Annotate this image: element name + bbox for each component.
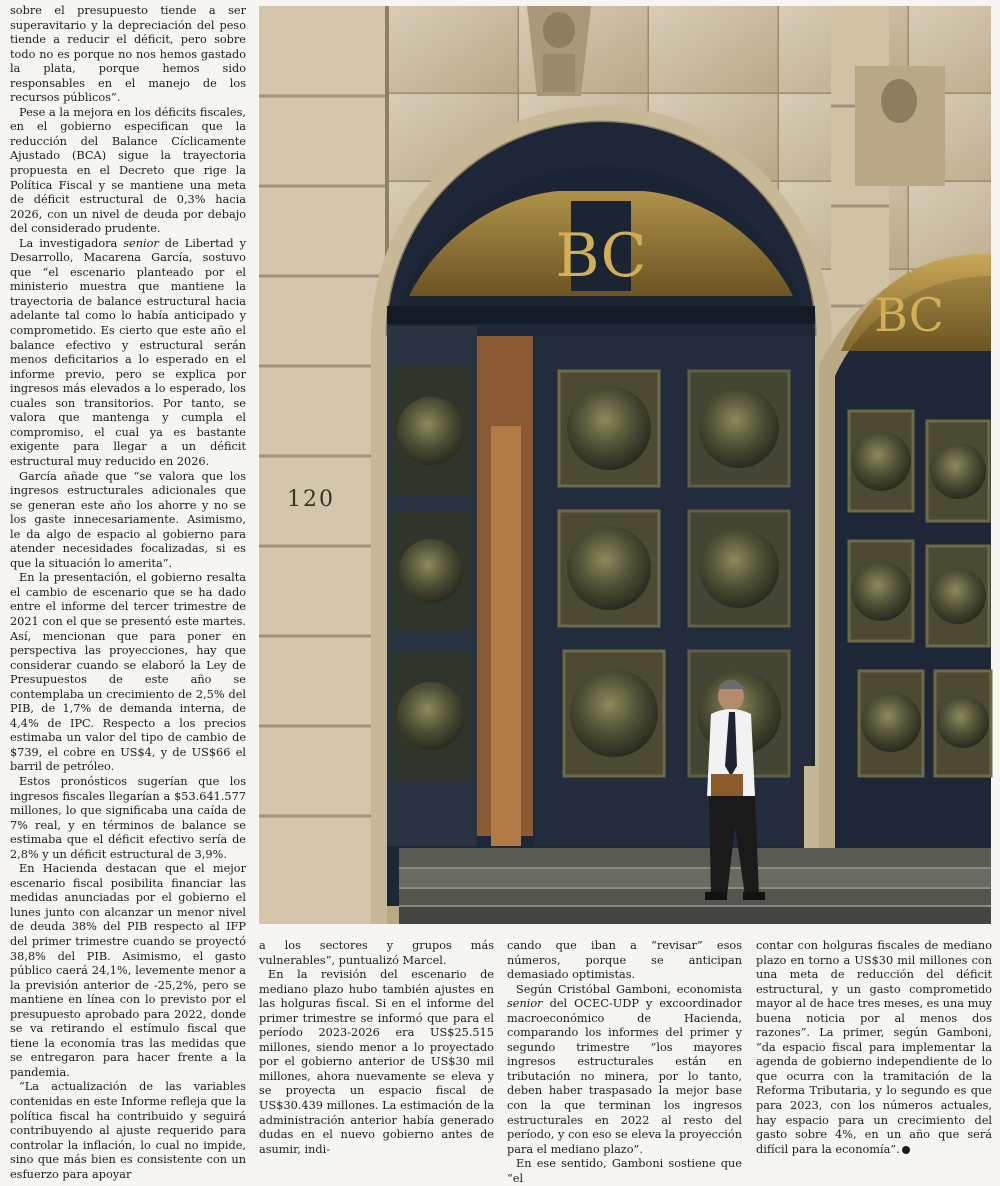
keystone-mascaron [527, 6, 591, 96]
paragraph: sobre el presupuesto tiende a ser superavitario y la depreciación del peso tiende a reducir el déficit, pero sobre todo no es porque no nos hemos gastado la plata, porque hemos sido responsables en el manejo de los recursos públicos”. [10, 4, 246, 105]
paragraph: cando que iban a “revisar” esos números, porque se anticipan demasiado optimistas. [507, 939, 742, 982]
paragraph: En la revisión del escenario de mediano plazo hubo también ajustes en las holguras fiscal. Si en el informe del primer trimestre se informó que para el período 2023-2026 era US$25.515 millones, siendo menor a lo proyectado por el gobierno anterior de US$30 mil millones, ahora nuevamente se eleva y se proyecta un espacio fiscal de US$30.439 millones. La estimación de la administración anterior había generado dudas en el nuevo gobierno antes de asumir, indi- [259, 968, 494, 1156]
door-monogram: BC [555, 221, 647, 291]
end-of-article-icon [902, 1146, 910, 1154]
right-arch [819, 254, 991, 924]
central-bank-doors-illustration [259, 6, 991, 924]
left-door-panels [391, 366, 471, 781]
article-photo [259, 6, 991, 924]
paragraph: a los sectores y grupos más vulnerables”, puntualizó Marcel. [259, 939, 494, 967]
article-column-1 [10, 4, 247, 1181]
paragraph: García añade que “se valora que los ingresos estructurales adicionales que se generan este año los ahorre y no se los gaste innecesariamente. Asimismo, le da algo de espacio al gobierno para atender necesidades focalizadas, si es que la situación lo amerita”. [10, 469, 246, 570]
svg-text:BC: BC [874, 288, 944, 342]
paragraph: Pese a la mejora en los déficits fiscales, en el gobierno especifican que la reducción del Balance Cíclicamente Ajustado (BCA) sigue la trayectoria propuesta en el Decreto que rige la Política Fiscal y se mantiene una meta de déficit estructural de 0,3% hacia 2026, con un nivel de deuda por debajo del considerado prudente. [10, 105, 246, 236]
paragraph: contar con holguras fiscales de mediano plazo en torno a US$30 mil millones con una meta de reducción del déficit estructural, y un gasto comprometido mayor al de hace tres meses, es una muy buena noticia por al menos dos razones”. La primer, según Gamboni, “da espacio fiscal para implementar la agenda de gobierno independiente de lo que ocurra con la tramitación de la Reforma Tributaria, y lo segundo es que para 2023, con los números actuales, hay espacio para un crecimiento del gasto sobre 4%, en un año que será difícil para la economía”. [756, 939, 992, 1156]
article-column-3 [507, 939, 742, 1185]
paragraph: La investigadora senior de Libertad y Desarrollo, Macarena García, sostuvo que “el escenario planteado por el ministerio muestra que mantiene la trayectoria de balance estructural hacia adelante tal como lo había anticipado y comprometido. Es cierto que este año el balance efectivo y estructural serán menos deficitarios a lo esperado en el informe previo, pero se explica por ingresos más elevados a lo esperado, los cuales son transitorios. Por tanto, se valora que mantenga y cumpla el compromiso, el cual ya es bastante exigente para llegar a un déficit estructural muy reducido en 2026. [10, 236, 247, 468]
paragraph: En Hacienda destacan que el mejor escenario fiscal posibilita financiar las medidas anunciadas por el gobierno el lunes junto con alcanzar un menor nivel de deuda 38% del PIB respecto al IFP del primer trimestre cuando se proyectó 38,8% del PIB. Asimismo, el gasto público caerá 24,1%, levemente menor a la previsión anterior de -25,2%, pero se mantiene en línea con lo previsto por el presupuesto aprobado para 2022, donde se va retirando el estímulo fiscal que tiene la economía tras las medidas que se entregaron para hacer frente a la pandemia. [10, 862, 246, 1079]
article-column-2 [259, 939, 494, 1156]
main-arch [371, 106, 831, 924]
entrance-steps [399, 848, 991, 924]
left-pilaster [259, 6, 387, 924]
paragraph: Estos pronósticos sugerían que los ingresos fiscales llegarían a $53.641.577 millones, lo que significaba una caída de 7% real, y en términos de balance se estimaba que el déficit efectivo sería de 2,8% y un déficit estructural de 3,9%. [10, 774, 246, 861]
article-column-4 [756, 939, 992, 1156]
building-number: 120 [287, 487, 335, 512]
paragraph: “La actualización de las variables contenidas en este Informe refleja que la política fiscal ha contribuido y seguirá contribuyendo al ajuste requerido para controlar la inflación, lo cual no impide, sino que más bien es consistente con un esfuerzo para apoyar [10, 1080, 246, 1181]
paragraph: En la presentación, el gobierno resalta el cambio de escenario que se ha dado entre el informe del tercer trimestre de 2021 con el que se presentó este martes. Así, mencionan que para poner en perspectiva las proyecciones, hay que considerar cuando se elaboró la Ley de Presupuestos de este año se contemplaba un crecimiento de 2,5% del PIB, de 1,7% de demanda interna, de 4,4% de IPC. Respecto a los precios estimaba un valor del tipo de cambio de $739, el cobre en US$4, y de US$66 el barril de petróleo. [10, 571, 246, 774]
right-door-leaf [535, 336, 811, 846]
paragraph: Según Cristóbal Gamboni, economista senior del OCEC-UDP y excoordinador macroeconómico de Hacienda, comparando los informes del primer y segundo trimestre “los mayores ingresos estructurales están en tributación no minera, por lo tanto, deben haber traspasado la mejor base con la que terminan los ingresos estructurales en 2022 al resto del período, y con eso se eleva la proyección para el mediano plazo”. [507, 982, 742, 1156]
paragraph: En ese sentido, Gamboni sostiene que “el [507, 1157, 742, 1185]
